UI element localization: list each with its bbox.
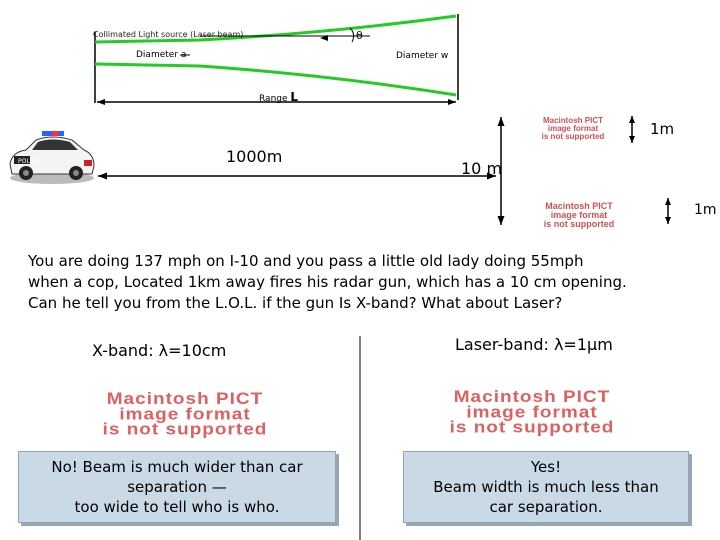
xband-answer-line-2: separation — bbox=[127, 478, 227, 496]
laser-answer-line-1: Yes! bbox=[530, 458, 562, 476]
pict-line: Macintosh PICT bbox=[453, 388, 611, 407]
laser-answer-line-3: car separation. bbox=[489, 498, 603, 516]
pict-line: Macintosh PICT bbox=[542, 116, 603, 125]
pict-placeholder-bottom bbox=[530, 202, 628, 229]
distance-label: 1000m bbox=[226, 147, 283, 166]
pict-line: image format bbox=[119, 405, 251, 424]
theta-label: θ bbox=[356, 29, 363, 42]
laser-heading: Laser-band: λ=1μm bbox=[455, 335, 613, 354]
pict-line: Macintosh PICT bbox=[106, 390, 264, 409]
question-text bbox=[28, 251, 708, 314]
laser-answer-line-2: Beam width is much less than bbox=[433, 478, 659, 496]
separation-label: 10 m bbox=[461, 159, 503, 178]
pict-line: is not supported bbox=[541, 132, 605, 141]
svg-text:POLICE: POLICE bbox=[18, 158, 40, 165]
scale-bottom-label: 1m bbox=[694, 202, 717, 218]
scale-top-label: 1m bbox=[650, 120, 675, 138]
diameter-w-label: Diameter w bbox=[396, 51, 449, 61]
xband-answer-box bbox=[18, 451, 336, 523]
diameter-a-label: Diameter a bbox=[136, 50, 187, 60]
pict-line: is not supported bbox=[543, 219, 615, 229]
question-line-1: You are doing 137 mph on I-10 and you pass a little old lady doing 55mph bbox=[28, 252, 584, 270]
range-symbol: L bbox=[290, 90, 299, 104]
collimated-source-label: Collimated Light source (Laser beam) bbox=[93, 30, 244, 39]
pict-placeholder-top bbox=[528, 117, 618, 141]
laser-pict-placeholder bbox=[372, 390, 692, 436]
xband-heading: X-band: λ=10cm bbox=[92, 341, 227, 360]
pict-line: image format bbox=[550, 210, 608, 220]
question-line-3: Can he tell you from the L.O.L. if the gun Is X-band? What about Laser? bbox=[28, 294, 563, 312]
xband-pict-placeholder bbox=[30, 392, 340, 438]
pict-line: Macintosh PICT bbox=[545, 201, 613, 211]
xband-answer-line-1: No! Beam is much wider than car bbox=[51, 458, 303, 476]
pict-line: image format bbox=[547, 124, 599, 133]
pict-line: is not supported bbox=[102, 421, 268, 439]
question-line-2: when a cop, Located 1km away fires his radar gun, which has a 10 cm opening. bbox=[28, 273, 627, 291]
pict-line: image format bbox=[466, 403, 598, 422]
range-label-text: Range bbox=[259, 94, 288, 104]
pict-line: is not supported bbox=[449, 419, 615, 437]
xband-answer-line-3: too wide to tell who is who. bbox=[74, 498, 280, 516]
laser-answer-box bbox=[403, 451, 689, 523]
